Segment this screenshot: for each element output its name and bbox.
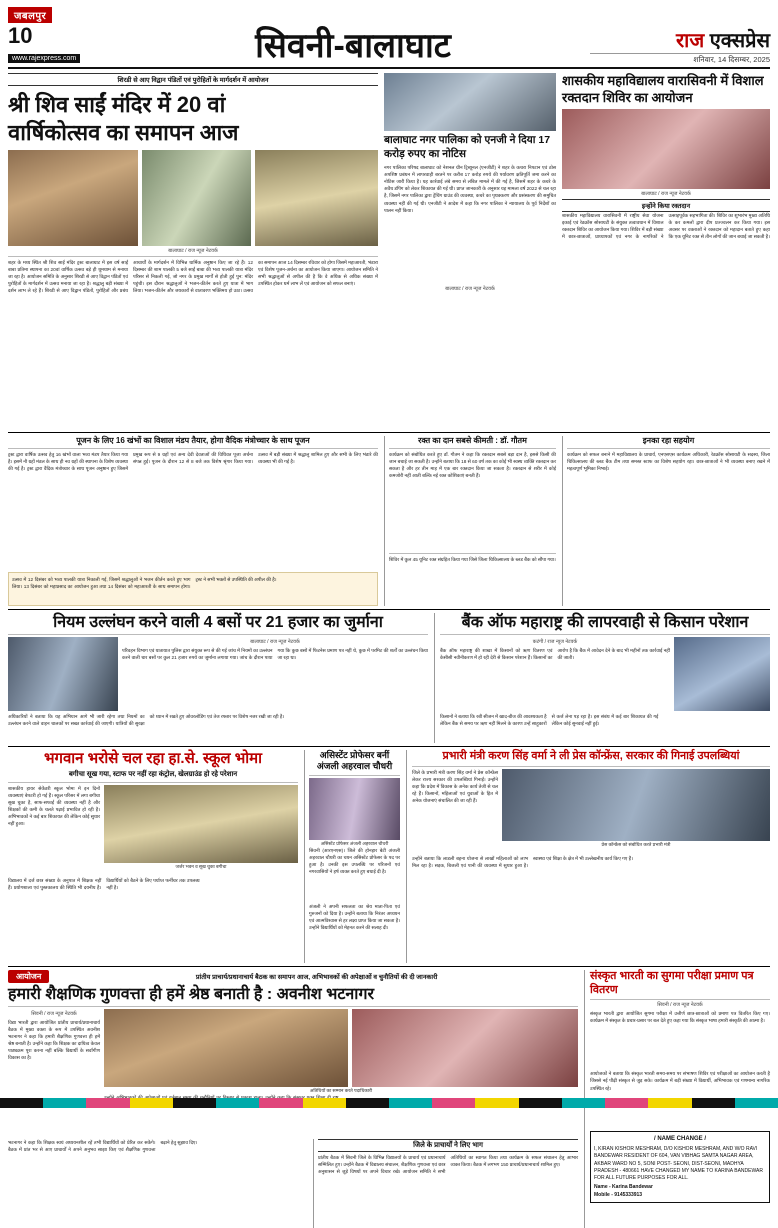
divider xyxy=(8,746,770,747)
bank-photo-farmer xyxy=(674,637,770,711)
page-number: 10 xyxy=(8,23,33,48)
story-school-bhoma xyxy=(8,750,298,963)
story-minister-press xyxy=(406,750,770,963)
school-photo-caption: जर्जर भवन व सूख चुका बगीचा xyxy=(175,863,227,869)
lead-photo-devotees xyxy=(142,150,251,246)
lead-body: शहर के मध्य स्थित श्री शिव साईं मंदिर ट्रस्ट बालाघाट में इस वर्ष साईं बाबा प्रतिमा स्थापना का 20वां वार्षिक उत्सव बड़े ही धूमधाम से मनाया जा रहा है। आयोजन समिति के अनुसार शिरडी से आए विद्वान पंडितों एवं पुरोहितों के मार्गदर्शन में उत्सव मनाया जा रहा है। श्रद्धालु बड़ी संख्या में दर्शन लाभ ले रहे हैं। शिरडी से आए विद्वान पंडितों, पुरोहितों और प्रबंध आचार्यों के मार्गदर्शन में विभिन्न धार्मिक अनुष्ठान किए जा रहे हैं। 12 दिसम्बर की शाम पालकी 5 बजे साईं बाबा की भव्य पालकी यात्रा मंदिर परिसर से निकली गई, जो नगर के प्रमुख मार्गों से होती हुई पुन: मंदिर पहुंची। इस दौरान श्रद्धालुओं ने भजन-कीर्तन करते हुए यात्रा में भाग लिया। भजन-कीर्तन और जयकारों से वातावरण भक्तिमय हो उठा। उत्सव का समापन आज 14 दिसम्बर रविवार को होगा जिसमें महाआरती, भंडारा एवं विशेष पूजन-अर्चना का आयोजन किया जाएगा। आयोजन समिति ने सभी श्रद्धालुओं से अपील की है कि वे अधिक से अधिक संख्या में उपस्थित होकर धर्म लाभ लें एवं आयोजन को सफल बनाएं। xyxy=(8,260,378,294)
professor-photo-caption: असिस्टेंट प्रोफेसर अंजली अहरवाल चौधरी xyxy=(320,840,389,846)
lead-headline xyxy=(8,91,378,146)
sanskrit-title: संस्कृत भारती का सुगमा परीक्षा प्रमाण पत्र वितरण xyxy=(590,969,754,996)
bus-photo-inspection xyxy=(8,637,118,711)
bus-body2: अधिकारियों ने बताया कि यह अभियान आगे भी जारी रहेगा तथा नियमों का उल्लंघन करने वाले वाहन चालकों पर सख्त कार्रवाई की जाएगी। यात्रियों की सुरक्षा को ध्यान में रखते हुए ओवरलोडिंग एवं तेज रफ्तार पर विशेष नजर रखी जा रही है। xyxy=(8,714,285,727)
lead-headline-line1: श्री शिव साईं मंदिर में 20 वां xyxy=(8,92,226,117)
mandap-body2: उत्सव में 12 दिसंबर को भव्य पालकी यात्रा निकाली गई, जिसमें श्रद्धालुओं ने भजन कीर्तन करते हुए भाग लिया। 13 दिसंबर को महाप्रसाद का आयोजन हुआ तथा 14 दिसंबर को महाआरती के साथ समापन होगा। ट्रस्ट ने सभी भक्तों से उपस्थिति की अपील की है। xyxy=(12,577,277,590)
masthead xyxy=(8,6,770,69)
blood-subhead: इन्होंने किया रक्तदान xyxy=(562,199,770,212)
ngt-byline: बालाघाट / राज न्यूज नेटवर्क xyxy=(445,286,495,293)
divider xyxy=(309,775,400,776)
quote-body2: शिविर में कुल 45 यूनिट रक्त संग्रहित किया गया जिसे जिला चिकित्सालय के ब्लड बैंक को सौंपा गया। xyxy=(389,557,556,562)
professor-title: असिस्टेंट प्रोफेसर बनीं अंजली अहरवाल चौधरी xyxy=(316,750,393,772)
mandap-body: ट्रस्ट द्वारा वार्षिक उत्सव हेतु 16 खंभों वाला भव्य मंडप तैयार किया गया है। इसमें नौ ग्रहों मंडल के साथ ही नव ग्रहों की स्थापना के विशेष व्यवस्था की गई है। ट्रस्ट द्वारा वैदिक मंत्रोच्चार के साथ पूजन अनुष्ठान हुए जिसमें प्रमुख रूप से 9 ग्रहों एवं अन्य देवी देवताओं की विधिवत पूजा अर्चना संपन्न हुई। पूजन के दौरान 12 से 8 बजे तक विशेष श्रृंगार किया गया। उत्सव में बड़ी संख्या में श्रद्धालु शामिल हुए और सभी के लिए भंडारे की व्यवस्था भी की गई है। xyxy=(8,452,378,472)
row-3 xyxy=(8,750,770,963)
ayojan-tag: आयोजन xyxy=(8,970,49,983)
notice-title: / NAME CHANGE / xyxy=(653,1136,707,1143)
lead-byline: बालाघाट / राज न्यूज नेटवर्क xyxy=(168,248,218,254)
mandap-tintbox xyxy=(8,572,378,606)
vidya-body3: भटनागर ने कहा कि शिक्षक स्वयं अध्ययनशील रहें तभी विद्यार्थियों को प्रेरित कर सकेंगे। बैठक में प्रांत भर से आए प्राचार्यों ने अपने अनुभव साझा किए एवं शैक्षणिक गुणवत्ता बढ़ाने हेतु सुझाव दिए। xyxy=(8,1140,198,1153)
lead-story xyxy=(8,73,378,429)
sanskrit-byline: सिवनी / राज न्यूज नेटवर्क xyxy=(657,1002,703,1009)
mandap-title: पूजन के लिए 16 खंभों का विशाल मंडप तैयार, होगा वैदिक मंत्रोच्चार के साथ पूजन xyxy=(76,436,310,445)
story-bank-farmers xyxy=(434,613,770,743)
divider xyxy=(590,999,770,1000)
professor-body2: अंजली ने अपनी सफलता का श्रेय माता-पिता एवं गुरुजनों को दिया है। उन्होंने बताया कि निरंतर अध्ययन एवं आत्मविश्वास से हर लक्ष्य प्राप्त किया जा सकता है। उन्होंने विद्यार्थियों को मेहनत करने की सलाह दी। xyxy=(309,903,400,930)
brand-logo xyxy=(590,31,770,51)
school-subtitle: बगीचा सूख गया, स्टाफ पर नहीं रहा कंट्रोल, खेलग्राउंड हो रहे परेशान xyxy=(68,770,238,778)
divider xyxy=(412,766,770,767)
city-tag: जबलपुर xyxy=(8,7,52,23)
support-title: इनका रहा सहयोग xyxy=(642,436,695,445)
vidya-photo-caption: अतिथियों का सम्मान करते पदाधिकारी xyxy=(309,1088,373,1094)
notice-name: Name - Karina Bandewar xyxy=(594,1184,653,1191)
sidebar-mandap xyxy=(8,436,378,606)
bank-body: बैंक ऑफ महाराष्ट्र की शाखा में किसानों को ऋण वितरण एवं केसीसी नवीनीकरण में हो रही देरी से किसान परेशान हैं। किसानों का आरोप है कि बैंक में आवेदन देने के बाद भी महीनों तक कार्रवाई नहीं की जाती। xyxy=(440,648,670,661)
lead-headline-line2: वार्षिकोत्सव का समापन आज xyxy=(8,119,239,145)
support-body: कार्यक्रम को सफल बनाने में महाविद्यालय के प्राचार्य, एनएसएस कार्यक्रम अधिकारी, रेडक्रॉस सोसायटी के सदस्य, जिला चिकित्सालय की ब्लड बैंक टीम तथा समस्त स्टाफ का विशेष सहयोग रहा। छात्र-छात्राओं ने भी व्यवस्था बनाए रखने में महत्वपूर्ण भूमिका निभाई। xyxy=(567,452,770,472)
divider xyxy=(440,634,770,635)
vidya-photo-felicitation xyxy=(104,1009,348,1087)
name-change-notice xyxy=(590,1131,770,1202)
minister-title: प्रभारी मंत्री करण सिंह वर्मा ने ली प्रेस कॉन्फ्रेंस, सरकार की गिनाई उपलब्धियां xyxy=(442,750,740,763)
bus-fine-title: नियम उल्लंघन करने वाली 4 बसों पर 21 हजार का जुर्माना xyxy=(53,614,383,631)
blood-byline: बालाघाट / राज न्यूज नेटवर्क xyxy=(641,191,691,198)
ngt-headline: बालाघाट नगर पालिका को एनजी ने दिया 17 करोड़ रुपए का नोटिस xyxy=(384,134,551,160)
divider xyxy=(8,1006,578,1007)
sanskrit-body: संस्कृत भारती द्वारा आयोजित सुगमा परीक्षा में उत्तीर्ण छात्र-छात्राओं को प्रमाण पत्र वितरित किए गए। कार्यक्रम में संस्कृत के प्रचार-प्रसार पर बल देते हुए कहा गया कि संस्कृत भाषा हमारी संस्कृति की आत्मा है। xyxy=(590,1011,770,1024)
vidya-headline: हमारी शैक्षणिक गुणवत्ता ही हमें श्रेष्ठ बनाती है : अवनीश भटनागर xyxy=(8,985,374,1003)
divider xyxy=(389,553,556,554)
minister-body2: उन्होंने बताया कि लाडली बहना योजना से लाखों महिलाओं को लाभ मिल रहा है। सड़क, बिजली एवं पानी की व्यवस्था में सुधार हुआ है। स्वास्थ्य एवं शिक्षा के क्षेत्र में भी उल्लेखनीय कार्य किए गए हैं। xyxy=(412,855,633,868)
blood-headline: शासकीय महाविद्यालय वारासिवनी में विशाल रक्तदान शिविर का आयोजन xyxy=(562,73,764,105)
mid-row xyxy=(8,613,770,743)
divider xyxy=(8,432,770,433)
school-photo-building xyxy=(104,785,298,863)
story-ngt-notice xyxy=(384,73,556,429)
school-body: शासकीय हायर सेकेंडरी स्कूल भोमा में इन दिनों व्यवस्थाएं बेपटरी हो गई हैं। स्कूल परिसर में लगा बगीचा सूख चुका है, साफ-सफाई की व्यवस्था नहीं है और शिक्षकों की कमी के चलते पढ़ाई प्रभावित हो रही है। अभिभावकों ने कई बार शिकायत की लेकिन कोई सुधार नहीं हुआ। xyxy=(8,785,100,827)
blood-body: शासकीय महाविद्यालय वारासिवनी में राष्ट्रीय सेवा योजना इकाई एवं रेडक्रॉस सोसायटी के संयुक्त तत्वावधान में विशाल रक्तदान शिविर का आयोजन किया गया। शिविर में बड़ी संख्या में छात्र-छात्राओं, प्राध्यापकों एवं नगर के नागरिकों ने उत्साहपूर्वक सहभागिता की। शिविर का शुभारंभ मुख्य अतिथि के कर कमलों द्वारा दीप प्रज्ज्वलन कर किया गया। इस अवसर पर वक्ताओं ने रक्तदान को महादान बताते हुए कहा कि एक यूनिट रक्त से तीन लोगों की जान बचाई जा सकती है। xyxy=(562,213,770,240)
divider xyxy=(567,448,770,449)
professor-photo xyxy=(309,778,400,840)
divider xyxy=(8,782,298,783)
school-title: भगवान भरोसे चल रहा हा.से. स्कूल भोमा xyxy=(43,750,263,768)
minister-photo-conference xyxy=(502,769,770,841)
story-assistant-professor xyxy=(304,750,400,963)
divider xyxy=(8,256,378,257)
divider xyxy=(8,448,378,449)
story-bus-fine xyxy=(8,613,428,743)
ngt-body: नगर पालिका परिषद बालाघाट को नेशनल ग्रीन ट्रिब्यूनल (एनजीटी) ने शहर के कचरा निपटान एवं ठोस अपशिष्ट प्रबंधन में लापरवाही बरतने पर करीब 17 करोड़ रुपये की पर्यावरण क्षतिपूर्ति जमा करने का नोटिस जारी किया है। यह कार्रवाई लंबे समय से लंबित मामले में की गई है, जिसमें शहर के कचरे के अवैध डंपिंग को लेकर शिकायत की गई थी। प्राप्त जानकारी के अनुसार यह मामला वर्ष 2022 से चल रहा है, जिसमें नगर पालिका द्वारा ट्रेंचिंग ग्राउंड की व्यवस्था, कचरे का पृथक्करण और प्रसंस्करण की समुचित व्यवस्था नहीं की गई थी। एनजीटी ने आदेश में कहा कि नगर पालिका ने न्यायालय के पूर्व निर्देशों का पालन नहीं किया। xyxy=(384,165,556,213)
bank-byline: कटंगी / राज न्यूज नेटवर्क xyxy=(532,639,578,646)
school-body2: विद्यालय में दर्ज छात्र संख्या के अनुपात में शिक्षक नहीं हैं। प्रयोगशाला एवं पुस्तकालय की स्थिति भी दयनीय है। विद्यार्थियों को बैठने के लिए पर्याप्त फर्नीचर तक उपलब्ध नहीं है। xyxy=(8,877,200,890)
date-line: शनिवार, 14 दिसम्बर, 2025 xyxy=(590,53,770,65)
vidya-byline: सिवनी / राज न्यूज नेटवर्क xyxy=(31,1011,77,1018)
sanskrit-body2: आयोजकों ने बताया कि संस्कृत भारती समय-समय पर संभाषण शिविर एवं परीक्षाओं का आयोजन करती है जिससे नई पीढ़ी संस्कृत से जुड़ सके। कार्यक्रम में बड़ी संख्या में विद्यार्थी, अभिभावक एवं गणमान्य नागरिक उपस्थित रहे। xyxy=(590,1071,770,1091)
bank-title: बैंक ऑफ महाराष्ट्र की लापरवाही से किसान परेशान xyxy=(461,614,749,631)
masthead-center xyxy=(116,29,590,65)
bus-body: परिवहन विभाग एवं यातायात पुलिस द्वारा संयुक्त रूप से की गई जांच में नियमों का उल्लंघन करने वाली चार बसों पर कुल 21 हजार रुपये का जुर्माना लगाया गया। जांच के दौरान पाया गया कि कुछ बसों में फिटनेस प्रमाण पत्र नहीं थे, कुछ में परमिट की शर्तों का उल्लंघन किया जा रहा था। xyxy=(122,648,428,661)
page-title: सिवनी-बालाघाट xyxy=(255,27,451,66)
lead-image-row xyxy=(8,150,378,246)
vidya-subbox-body: प्रांतीय बैठक में सिवनी जिले के विभिन्न विद्यालयों के प्राचार्य एवं प्रधानाचार्य सम्मिलित हुए। उन्होंने बैठक में विद्यालय संचालन, शैक्षणिक गुणवत्ता एवं छात्र अनुशासन से जुड़े विषयों पर अपने विचार रखे। आयोजन समिति ने सभी अतिथियों का स्वागत किया तथा कार्यक्रम के सफल संचालन हेतु आभार व्यक्त किया। बैठक में लगभग 150 प्राचार्य/प्रधानाचार्य शामिल हुए। xyxy=(318,1155,578,1175)
brand-raj: राज xyxy=(675,30,705,52)
vidya-kicker: प्रांतीय प्राचार्य/प्रधानाचार्य बैठक का समापन आज, अभिभावकों की अपेक्षाओं व चुनौतियों की दी जानकारी xyxy=(195,973,438,981)
masthead-left xyxy=(8,6,116,65)
vidya-body: विद्या भारती द्वारा आयोजित प्रांतीय प्राचार्य/प्रधानाचार्य बैठक में मुख्य वक्ता के रूप में उपस्थित अवनीश भटनागर ने कहा कि हमारी शैक्षणिक गुणवत्ता ही हमें श्रेष्ठ बनाती है। उन्होंने कहा कि शिक्षक का दायित्व केवल पाठ्यक्रम पूरा करना नहीं बल्कि विद्यार्थी के सर्वांगीण विकास का है। xyxy=(8,1020,100,1061)
story-blood-donation xyxy=(562,73,770,429)
minister-photo-caption: प्रेस कॉन्फ्रेंस को संबोधित करते प्रभारी मंत्री xyxy=(601,841,671,847)
minister-body: जिले के प्रभारी मंत्री करण सिंह वर्मा ने प्रेस कॉन्फ्रेंस लेकर राज्य सरकार की उपलब्धियां गिनाईं। उन्होंने कहा कि प्रदेश में विकास के अनेक कार्य तेजी से चल रहे हैं। किसानों, महिलाओं एवं युवाओं के हित में अनेक योजनाएं संचालित की जा रही हैं। xyxy=(412,769,498,804)
bus-byline: बालाघाट / राज न्यूज नेटवर्क xyxy=(250,639,300,646)
divider xyxy=(389,448,556,449)
blood-photo-camp xyxy=(562,109,770,189)
second-row xyxy=(8,436,770,606)
vidya-subbox-title: जिले के प्राचार्यों ने लिए भाग xyxy=(318,1139,578,1152)
brand-express: एक्सप्रेस xyxy=(704,30,770,52)
divider xyxy=(8,966,770,967)
masthead-right xyxy=(590,31,770,65)
lead-photo-ritual xyxy=(255,150,378,246)
notice-body: I, KIRAN KISHOR MESHRAM, D/O KISHOR MESHRAM, AND W/O RAVI BANDEWAR RESIDENT OF 604, VAN VIBHAG SAMTA NAGAR AREA, AKBAR WARD NO 5, SONI POST- SEONI, DIST-SEONI, MADHYA PRADESH - 480661 HAVE CHANGED MY NAME TO KARINA BANDEWAR FOR ALL FUTURE PURPOSES FOR ALL. xyxy=(594,1146,763,1182)
sidebar-support xyxy=(562,436,770,606)
professor-body: सिवनी (आरएनएस)। जिले की होनहार बेटी अंजली अहरवाल चौधरी का चयन असिस्टेंट प्रोफेसर के पद पर हुआ है। उनकी इस उपलब्धि पर परिजनों एवं नगरवासियों ने हर्ष व्यक्त करते हुए बधाई दी है। xyxy=(309,847,400,874)
vidya-photo-audience xyxy=(352,1009,578,1087)
top-zone xyxy=(8,73,770,429)
lead-kicker: शिरडी से आए विद्वान पंडितों एवं पुरोहितों के मार्गदर्शन में आयोजन xyxy=(8,73,378,86)
divider xyxy=(8,634,428,635)
bank-body2: किसानों ने बताया कि रबी सीजन में खाद-बीज की आवश्यकता है लेकिन बैंक से समय पर ऋण नहीं मिलने के कारण उन्हें साहूकारों से कर्ज लेना पड़ रहा है। इस संबंध में कई बार शिकायत की गई लेकिन कोई सुनवाई नहीं हुई। xyxy=(440,714,659,727)
ngt-photo-dumpsite xyxy=(384,73,556,131)
quote-body: कार्यक्रम को संबोधित करते हुए डॉ. गौतम ने कहा कि रक्तदान सबसे बड़ा दान है, इससे किसी की जान बचाई जा सकती है। उन्होंने बताया कि 18 से 60 वर्ष तक का कोई भी स्वस्थ व्यक्ति रक्तदान कर सकता है और हर तीन माह में एक बार रक्तदान किया जा सकता है। रक्तदान से शरीर में कोई कमजोरी नहीं आती बल्कि नई रक्त कोशिकाएं बनती हैं। xyxy=(389,452,556,479)
notice-mobile: Mobile - 9145333913 xyxy=(594,1191,643,1198)
quote-title: रक्त का दान सबसे कीमती : डॉ. गौतम xyxy=(418,436,527,445)
website-url[interactable]: www.rajexpress.com xyxy=(8,54,80,63)
sidebar-blood-quote xyxy=(384,436,556,606)
divider xyxy=(8,609,770,610)
lead-photo-temple xyxy=(8,150,138,246)
color-registration-bar xyxy=(0,1098,778,1108)
